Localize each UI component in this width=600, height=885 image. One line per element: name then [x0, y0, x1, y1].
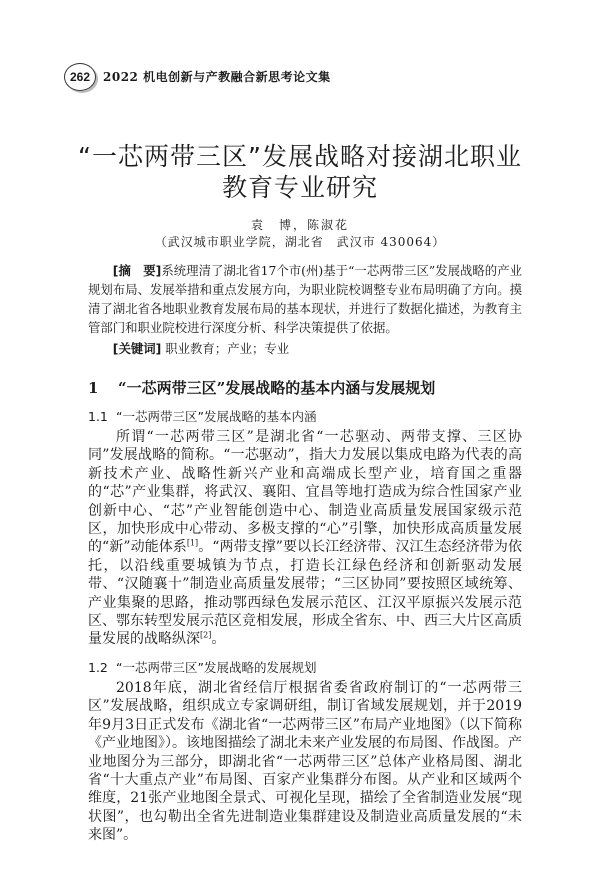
keywords-label: [关键词] [112, 341, 162, 356]
body [88, 261, 522, 845]
page-number: 262 [64, 63, 96, 91]
title-line-1: “一芯两带三区”发展战略对接湖北职业 [78, 142, 522, 171]
section-number: 1.1 [88, 409, 108, 424]
abstract [88, 261, 522, 337]
section-title: “一芯两带三区”发展战略的基本内涵与发展规划 [118, 379, 436, 397]
keywords-text: 职业教育；产业；专业 [165, 341, 290, 356]
abstract-text: 系统理清了湖北省17个市(州)基于“一芯两带三区”发展战略的产业规划布局、发展举措和重点发展方向，为职业院校调整专业布局明确了方向。摸清了湖北省各地职业教育发展布局的基本现状，并进行了数据化描述，为教育主管部门和职业院校进行深度分析、科学决策提供了依据。 [88, 263, 523, 335]
section-1-heading [88, 378, 522, 398]
abstract-label: [摘 要] [112, 263, 162, 278]
running-title: 2022 机电创新与产教融合新思考论文集 [103, 70, 331, 84]
affiliation: （武汉城市职业学院，湖北省 武汉市 430064） [154, 235, 446, 249]
authors: 袁 博，陈淑花 [250, 218, 349, 232]
text: 所谓“一芯两带三区”是湖北省“一芯驱动、两带支撑、三区协同”发展战略的简称。“一芯驱动”，指大力发展以集成电路为代表的高新技术产业、战略性新兴产业和高端成长型产业，培育国之重器的“芯”产业集群，将武汉、襄阳、宜昌等地打造成为综合性国家产业创新中心、“芯”产业智能创造中心、制造业高质量发展国家级示范区，加快形成中心带动、多极支撑的“心”引擎，加快形成高质量发展的“新”动能体系 [88, 429, 522, 556]
section-1-1-heading [88, 408, 522, 426]
section-number: 1.2 [88, 659, 108, 675]
running-header [64, 63, 600, 91]
citation: [2] [200, 630, 212, 640]
section-1-2-heading [88, 659, 522, 677]
keywords [88, 339, 522, 358]
section-title: “一芯两带三区”发展战略的发展规划 [116, 659, 317, 675]
section-1-2-paragraph: 2018年底，湖北省经信厅根据省委省政府制订的“一芯两带三区”发展战略，组织成立专家调研组，制订省域发展规划，并于2019年9月3日正式发布《湖北省“一芯两带三区”布局产业地图》（以下简称《产业地图》）。该地图描绘了湖北未来产业发展的布局图、作战图。产业地图分为三部分，即湖北省“一芯两带三区”总体产业格局图、湖北省“十大重点产业”布局图、百家产业集群分布图。从产业和区域两个维度，21张产业地图全景式、可视化呈现，描绘了全省制造业发展“现状图”，也勾勒出全省先进制造业集群建设及制造业高质量发展的“未来图”。 [88, 679, 522, 844]
section-1-1-paragraph [88, 428, 522, 649]
paper-title [60, 141, 540, 203]
text: 。“两带支撑”要以长江经济带、汉江生态经济带为依托，以沿线重要城镇为节点，打造长江绿色经济和创新驱动发展带、“汉随襄十”制造业高质量发展带；“三区协同”要按照区域统筹、产业集聚的思路，推动鄂西绿色发展示范区、江汉平原振兴发展示范区、鄂东转型发展示范区竞相发展，形成全省东、中、西三大片区高质量发展的战略纵深 [88, 539, 522, 648]
section-number: 1 [88, 379, 99, 397]
citation: [1] [186, 538, 199, 548]
section-title: “一芯两带三区”发展战略的基本内涵 [116, 409, 317, 424]
text: 。 [211, 631, 226, 648]
title-line-2: 教育专业研究 [221, 173, 378, 202]
